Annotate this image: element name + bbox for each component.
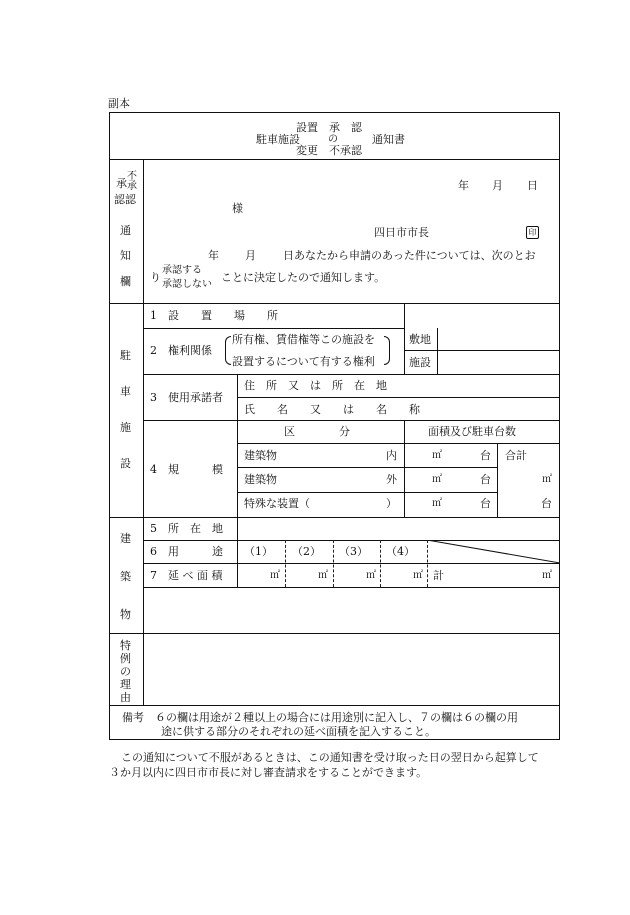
parking-side-char-1: 駐 [120,349,131,362]
notice-side-top-right2: 承 [127,181,137,192]
rule-row2-site-vertical [437,328,438,374]
special-side-char-1: 特 [120,639,131,652]
notice-date-year: 年 [458,179,469,192]
rule-scale-total-vertical [497,443,498,517]
usage-diagonal [427,540,560,564]
scale-row2-label: 建築物 [244,473,277,486]
rule-row2-vertical [404,303,405,374]
notice-body-year: 年 [208,249,219,262]
notice-side-top-right: 不 [127,171,137,182]
row3-label: 3 使用承諾者 [150,391,223,404]
usage-col-1: （1） [244,545,273,558]
row2-label: 2 権利関係 [150,344,212,357]
notice-addressee-sama: 様 [232,202,243,215]
parking-side-char-2: 車 [120,385,131,398]
row2-site: 敷地 [409,333,431,346]
rule-row2-split [404,350,560,351]
footer-line1: この通知について不服があるときは、この通知書を受け取った日の翌日から起算して [121,751,539,764]
scale-row2-cars-unit: 台 [480,473,491,486]
title-line-left: 駐車施設 [256,133,300,146]
notice-mayor: 四日市市長 [374,226,429,239]
scale-header-area: 面積及び駐車台数 [428,425,516,438]
special-side-char-4: 理 [120,678,131,691]
rule-usage-dash-2 [333,540,334,587]
row1-label: 1 設 置 場 所 [150,309,278,322]
scale-total-label: 合計 [505,449,527,462]
usage-col-4: （4） [386,545,415,558]
scale-row3-area-unit: ㎡ [432,498,442,509]
rule-usage-dash-1 [285,540,286,587]
special-side-char-5: 由 [120,691,131,704]
rule-side-column [143,159,144,706]
notice-ri: り [150,271,161,284]
rule-parking-inner-vertical [237,374,238,517]
row2-line2: 設置するについて有する権利 [232,355,375,368]
row7-label: 7 延 べ 面 積 [150,569,223,582]
floor-area-unit-3: ㎡ [366,570,376,581]
rule-row1-bottom [143,328,404,329]
notice-closing: ことに決定したので通知します。 [221,271,386,284]
rule-parking-bottom [109,517,560,518]
scale-row1-suffix: 内 [386,449,397,462]
rule-building-inner-vertical [237,517,238,587]
usage-col-2: （2） [292,545,321,558]
scale-row1-cars-unit: 台 [480,449,491,462]
scale-header-category: 区 分 [284,425,350,438]
copy-label: 副本 [108,97,130,110]
notice-side-ran: 欄 [120,275,131,288]
row3-address: 住 所 又 は 所 在 地 [244,379,387,392]
row5-label: 5 所 在 地 [150,522,223,535]
rule-row3-bottom [143,420,560,421]
rule-row3-split [237,397,560,398]
floor-area-total-unit: ㎡ [542,570,552,581]
notice-side-line2: 認認 [114,193,136,206]
special-side-char-3: の [120,665,131,678]
footer-line2: ３か月以内に四日市市長に対し審査請求をすることができます。 [109,766,428,779]
scale-row2-area-unit: ㎡ [432,474,442,485]
title-line-top: 設置 承 認 [296,121,362,134]
rule-notice-bottom [109,303,560,304]
rule-row2-bottom [143,374,560,375]
notice-date-day: 日 [527,179,538,192]
building-side-char-2: 築 [120,570,131,583]
notice-body-month: 月 [245,249,256,262]
rule-building-bottom [109,633,560,634]
rule-special-bottom [109,705,560,706]
scale-total-cars-unit: 台 [541,497,552,510]
row2-brace-right [384,336,390,365]
rule-title-bottom [109,159,560,160]
parking-side-char-4: 設 [120,457,131,470]
scale-total-area-unit: ㎡ [542,474,552,485]
notice-option-approve: 承認する [162,265,202,276]
rule-usage-dash-3 [380,540,381,587]
row2-line1: 所有権、賃借権等この施設を [232,333,375,346]
title-line-bottom: 変更 不承認 [296,144,362,157]
seal-mark: 印 [526,226,539,239]
notice-option-disapprove: 承認しない [162,279,212,290]
row3-name: 氏 名 又 は 名 称 [244,403,420,416]
floor-area-unit-2: ㎡ [318,570,328,581]
row6-label: 6 用 途 [150,545,223,558]
remarks-line1: 備考 ６の欄は用途が２種以上の場合には用途別に記入し、７の欄は６の欄の用 [122,711,518,724]
title-line-mid: の [328,134,338,145]
scale-row2-suffix: 外 [386,473,397,486]
rule-scale-row2 [237,492,497,493]
rule-scale-area-vertical [404,420,405,517]
rule-scale-row1 [237,467,497,468]
notice-side-tsu: 通 [120,224,131,237]
scale-row3-cars-unit: 台 [480,497,491,510]
row2-facility: 施設 [409,356,431,369]
title-line-right: 通知書 [372,133,405,146]
notice-date-month: 月 [492,179,503,192]
floor-area-unit-1: ㎡ [270,570,280,581]
building-side-char-1: 建 [120,532,131,545]
special-side-char-2: 例 [120,652,131,665]
row2-brace-left [225,336,231,365]
notice-side-top-left: 承 [116,177,127,190]
scale-row3-suffix: ） [386,497,397,510]
remarks-line2: 途に供する部分のそれぞれの延べ面積を記入すること。 [161,725,436,738]
building-side-char-3: 物 [120,608,131,621]
notice-side-chi: 知 [120,249,131,262]
notice-body-text: 日あなたから申請のあった件については、次のとお [283,249,536,262]
scale-row1-label: 建築物 [244,449,277,462]
usage-col-3: （3） [339,545,368,558]
scale-row3-label: 特殊な装置（ [244,497,310,510]
rule-scale-header [237,443,560,444]
floor-area-total-label: 計 [433,569,444,582]
parking-side-char-3: 施 [120,421,131,434]
row4-label: 4 規 模 [150,463,223,476]
scale-row1-area-unit: ㎡ [432,450,442,461]
floor-area-unit-4: ㎡ [413,570,423,581]
rule-row7-bottom [143,587,560,588]
